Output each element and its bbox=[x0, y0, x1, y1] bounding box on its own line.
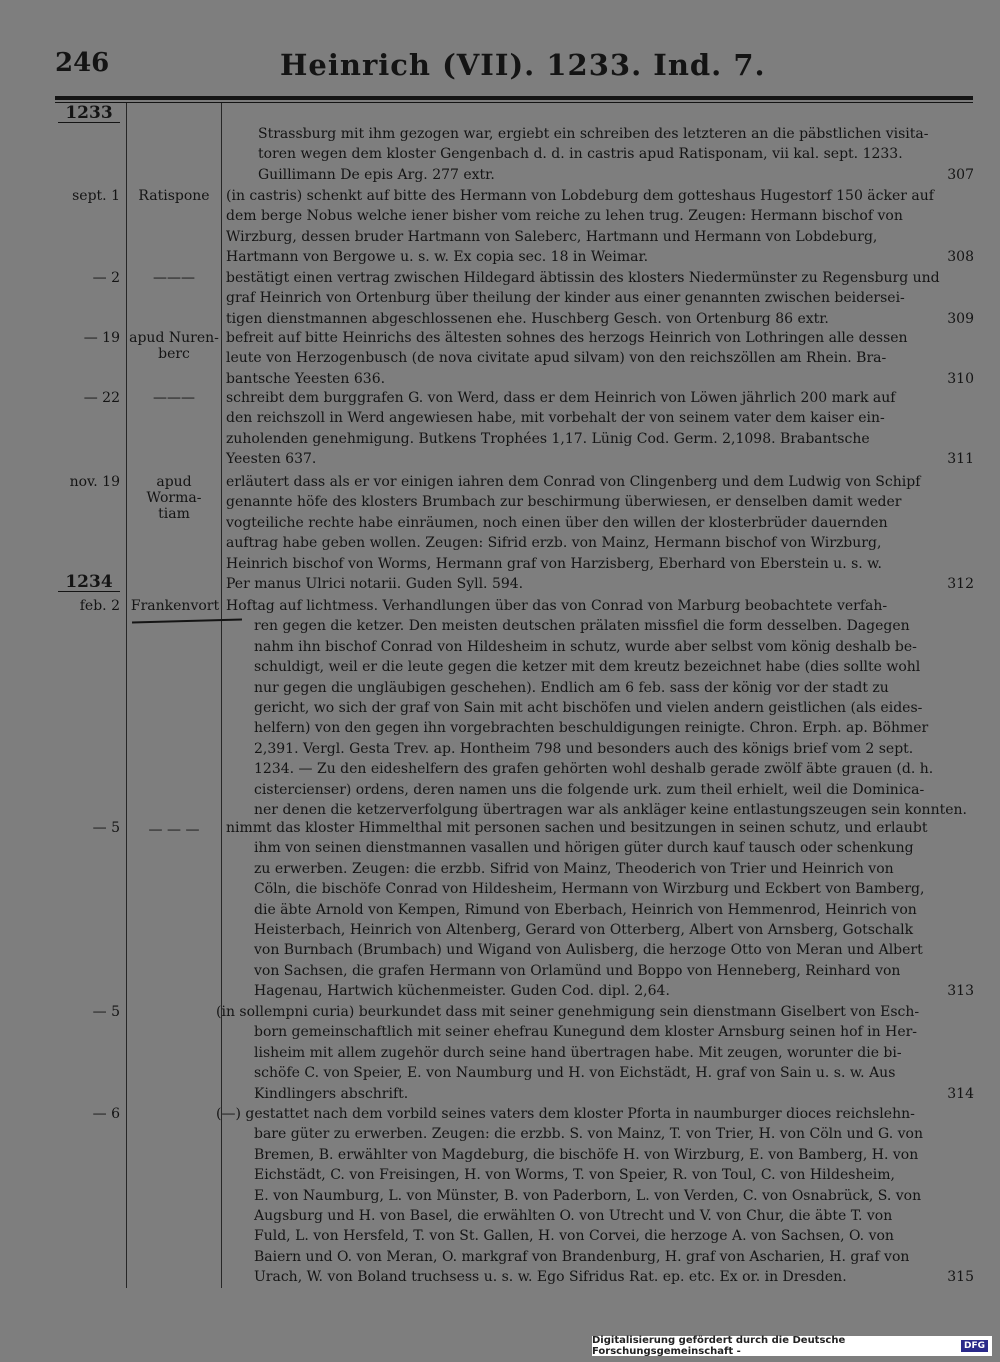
entry-line: ihm von seinen dienstmannen vasallen und hörigen güter durch kauf tausch oder schenkung bbox=[254, 840, 914, 857]
entry-date: feb. 2 bbox=[79, 598, 120, 614]
entry-line: Cöln, die bischöfe Conrad von Hildesheim, Hermann von Wirzburg und Eckbert von Bamberg, bbox=[254, 881, 925, 898]
regest-entry bbox=[226, 388, 974, 470]
entry-line: Per manus Ulrici notarii. Guden Syll. 594. bbox=[226, 576, 524, 593]
entry-place: Frankenvort bbox=[130, 598, 220, 614]
entry-line: Wirzburg, dessen bruder Hartmann von Saleberc, Hartmann und Hermann von Lobdeburg, bbox=[226, 228, 878, 245]
entry-line: cistercienser) ordens, deren namen uns die folgende urk. zum theil erhielt, weil die Dominica- bbox=[254, 781, 925, 798]
entry-date: — 5 bbox=[92, 1004, 120, 1020]
entry-line: auftrag habe geben wollen. Zeugen: Sifrid erzb. von Mainz, Hermann bischof von Wirzburg, bbox=[226, 535, 882, 552]
entry-line: bestätigt einen vertrag zwischen Hildegard äbtissin des klosters Niedermünster zu Regensburg und bbox=[226, 270, 940, 286]
entry-number: 313 bbox=[947, 983, 974, 1000]
entry-number: 309 bbox=[947, 310, 974, 327]
entry-line: Fuld, L. von Hersfeld, T. von St. Gallen, H. von Corvei, die herzoge A. von Sachsen, O. von bbox=[254, 1228, 894, 1245]
entry-line: Augsburg und H. von Basel, die erwählten O. von Utrecht und V. von Chur, die äbte T. von bbox=[254, 1208, 893, 1225]
entry-line: Bremen, B. erwählter von Magdeburg, die bischöfe H. von Wirzburg, E. von Bamberg, H. von bbox=[254, 1146, 919, 1163]
entry-place: ——— bbox=[153, 390, 195, 406]
page-number: 246 bbox=[55, 48, 110, 78]
regest-entry bbox=[226, 328, 974, 389]
entry-number: 312 bbox=[947, 576, 974, 593]
entry-line: gericht, wo sich der graf von Sain mit acht bischöfen und vielen andern geistlichen (als eides- bbox=[254, 700, 923, 717]
entry-line: Baiern und O. von Meran, O. markgraf von Brandenburg, H. graf von Ascharien, H. graf von bbox=[254, 1248, 910, 1265]
header-rule-thick bbox=[55, 96, 973, 100]
dfg-logo: DFG bbox=[961, 1340, 988, 1352]
entry-line: E. von Naumburg, L. von Münster, B. von Paderborn, L. von Verden, C. von Osnabrück, S. von bbox=[254, 1187, 922, 1204]
entry-line: (in castris) schenkt auf bitte des Hermann von Lobdeburg dem gotteshaus Hugestorf 150 äcker auf bbox=[226, 188, 934, 204]
entry-line: ren gegen die ketzer. Den meisten deutschen prälaten missfiel die form desselben. Dagegen bbox=[254, 618, 910, 635]
entry-line: graf Heinrich von Ortenburg über theilung der kinder aus einer genannten zwischen beidersei- bbox=[226, 290, 905, 307]
entry-line: leute von Herzogenbusch (de nova civitate apud silvam) von den reichszöllen am Rhein. Bra- bbox=[226, 350, 887, 367]
year-heading: 1233 bbox=[58, 104, 120, 123]
entry-place: apud Nuren- berc bbox=[129, 330, 219, 362]
entry-line: dem berge Nobus welche iener bisher vom reiche zu lehen trug. Zeugen: Hermann bischof von bbox=[226, 208, 903, 225]
entry-line: Guillimann De epis Arg. 277 extr. bbox=[258, 166, 495, 183]
entry-date: — 2 bbox=[92, 270, 120, 286]
regest-entry bbox=[226, 268, 974, 329]
digitization-credit bbox=[592, 1336, 992, 1356]
regest-entry bbox=[216, 1002, 974, 1104]
entry-number: 310 bbox=[947, 370, 974, 387]
entry-line: Strassburg mit ihm gezogen war, ergiebt ein schreiben des letzteren an die päbstlichen visita- bbox=[258, 126, 929, 142]
entry-line: schreibt dem burggrafen G. von Werd, dass er dem Heinrich von Löwen jährlich 200 mark auf bbox=[226, 390, 896, 406]
entry-number: 311 bbox=[947, 451, 974, 468]
entry-line: den reichszoll in Werd angewiesen habe, mit vorbehalt der von seinem vater dem kaiser ein- bbox=[226, 410, 885, 427]
entry-line: von Burnbach (Brumbach) und Wigand von Aulisberg, die herzoge Otto von Meran und Albert bbox=[254, 942, 923, 959]
regest-entry bbox=[258, 124, 974, 185]
entry-date: — 19 bbox=[83, 330, 120, 346]
entry-line: Heisterbach, Heinrich von Altenberg, Gerard von Otterberg, Albert von Arnsberg, Gotschalk bbox=[254, 922, 914, 939]
entry-line: helfern) von den gegen ihn vorgebrachten beschuldigungen reinigte. Chron. Erph. ap. Böhmer bbox=[254, 720, 929, 737]
entry-date: — 6 bbox=[92, 1106, 120, 1122]
entry-date: — 22 bbox=[83, 390, 120, 406]
entry-date: nov. 19 bbox=[69, 474, 120, 490]
entry-line: Hartmann von Bergowe u. s. w. Ex copia sec. 18 in Weimar. bbox=[226, 249, 649, 266]
entry-line: Yeesten 637. bbox=[226, 451, 317, 468]
entry-line: Eichstädt, C. von Freisingen, H. von Worms, T. von Speier, R. von Toul, C. von Hildesheim, bbox=[254, 1167, 895, 1184]
entry-place: apud Worma- tiam bbox=[146, 474, 202, 522]
regest-entry bbox=[216, 1104, 974, 1288]
entry-place: ——— bbox=[153, 270, 195, 286]
entry-line: nur gegen die ungläubigen geschehen). Endlich am 6 feb. sass der könig vor der stadt zu bbox=[254, 679, 889, 696]
entry-date: sept. 1 bbox=[72, 188, 120, 204]
regest-entry bbox=[226, 186, 974, 268]
entry-place: — — — bbox=[148, 822, 200, 838]
page-header bbox=[55, 48, 975, 94]
entry-line: toren wegen dem kloster Gengenbach d. d. in castris apud Ratisponam, vii kal. sept. 1233. bbox=[258, 146, 903, 163]
regest-entry bbox=[226, 596, 974, 820]
entry-line: bantsche Yeesten 636. bbox=[226, 370, 386, 387]
entry-number: 307 bbox=[947, 166, 974, 183]
regest-entry bbox=[226, 818, 974, 1002]
entry-line: lisheim mit allem zugehör durch seine hand übertragen habe. Mit zeugen, worunter die bi- bbox=[254, 1044, 902, 1061]
entry-line: schuldigt, weil er die leute gegen die ketzer mit dem kreutz bezeichnet habe (dies sollte wohl bbox=[254, 659, 921, 676]
entry-line: (in sollempni curia) beurkundet dass mit seiner genehmigung sein dienstmann Giselbert von Esch- bbox=[216, 1004, 920, 1020]
entry-number: 315 bbox=[947, 1269, 974, 1286]
entry-line: 1234. — Zu den eideshelfern des grafen gehörten wohl deshalb gerade zwölf äbte grauen (d. h. bbox=[254, 761, 934, 778]
entry-line: zu erwerben. Zeugen: die erzbb. Sifrid von Mainz, Theoderich von Trier und Heinrich von bbox=[254, 860, 894, 877]
entry-line: befreit auf bitte Heinrichs des ältesten sohnes des herzogs Heinrich von Lothringen alle dessen bbox=[226, 330, 908, 346]
credit-text: Digitalisierung gefördert durch die Deutsche Forschungsgemeinschaft - bbox=[592, 1335, 846, 1357]
entry-line: nahm ihn bischof Conrad von Hildesheim in schutz, wurde aber selbst vom könig deshalb be- bbox=[254, 638, 917, 655]
entry-line: vogteiliche rechte habe einräumen, noch einen über den willen der klosterbrüder dauernden bbox=[226, 514, 888, 531]
entry-line: Urach, W. von Boland truchsess u. s. w. Ego Sifridus Rat. ep. etc. Ex or. in Dresden. bbox=[254, 1269, 847, 1286]
regest-entry bbox=[226, 472, 974, 594]
entry-number: 314 bbox=[947, 1085, 974, 1102]
page-title: Heinrich (VII). 1233. Ind. 7. bbox=[280, 48, 766, 82]
entry-line: zuholenden genehmigung. Butkens Trophées 1,17. Lünig Cod. Germ. 2,1098. Brabantsche bbox=[226, 430, 870, 447]
header-rule-thin bbox=[55, 102, 973, 103]
entry-line: tigen dienstmannen abgeschlossenen ehe. Huschberg Gesch. von Ortenburg 86 extr. bbox=[226, 310, 829, 327]
entry-line: genannte höfe des klosters Brumbach zur beschirmung überwiesen, er denselben damit weder bbox=[226, 494, 902, 511]
entry-line: (—) gestattet nach dem vorbild seines vaters dem kloster Pforta in naumburger dioces reichslehn- bbox=[216, 1106, 915, 1122]
entry-line: Hoftag auf lichtmess. Verhandlungen über das von Conrad von Marburg beobachtete verfah- bbox=[226, 598, 888, 614]
entry-line: bare güter zu erwerben. Zeugen: die erzbb. S. von Mainz, T. von Trier, H. von Cöln und G. von bbox=[254, 1126, 923, 1143]
entry-line: erläutert dass als er vor einigen iahren dem Conrad von Clingenberg und dem Ludwig von Schipf bbox=[226, 474, 921, 490]
entry-line: Kindlingers abschrift. bbox=[254, 1085, 409, 1102]
entry-place: Ratispone bbox=[138, 188, 210, 204]
entry-line: die äbte Arnold von Kempen, Rimund von Eberbach, Heinrich von Hemmenrod, Heinrich von bbox=[254, 901, 917, 918]
entry-line: schöfe C. von Speier, E. von Naumburg und H. von Eichstädt, H. graf von Sain u. s. w. Aus bbox=[254, 1065, 896, 1082]
entry-date: — 5 bbox=[92, 820, 120, 836]
entry-line: Heinrich bischof von Worms, Hermann graf von Harzisberg, Eberhard von Eberstein u. s. w. bbox=[226, 555, 882, 572]
entry-line: ner denen die ketzerverfolgung übertragen war als ankläger keine entlastungszeugen sein konnten. bbox=[254, 802, 967, 819]
entry-number: 308 bbox=[947, 249, 974, 266]
entry-line: nimmt das kloster Himmelthal mit personen sachen und besitzungen in seinen schutz, und erlaubt bbox=[226, 820, 928, 836]
year-heading: 1234 bbox=[58, 573, 120, 592]
entry-line: Hagenau, Hartwich küchenmeister. Guden Cod. dipl. 2,64. bbox=[254, 983, 670, 1000]
column-divider-date bbox=[126, 103, 127, 1288]
entry-line: von Sachsen, die grafen Hermann von Orlamünd und Boppo von Henneberg, Reinhard von bbox=[254, 962, 901, 979]
entry-line: born gemeinschaftlich mit seiner ehefrau Kunegund dem kloster Arnsburg seinen hof in Her- bbox=[254, 1024, 918, 1041]
entry-line: 2,391. Vergl. Gesta Trev. ap. Hontheim 798 und besonders auch des königs brief vom 2 sept. bbox=[254, 740, 914, 757]
